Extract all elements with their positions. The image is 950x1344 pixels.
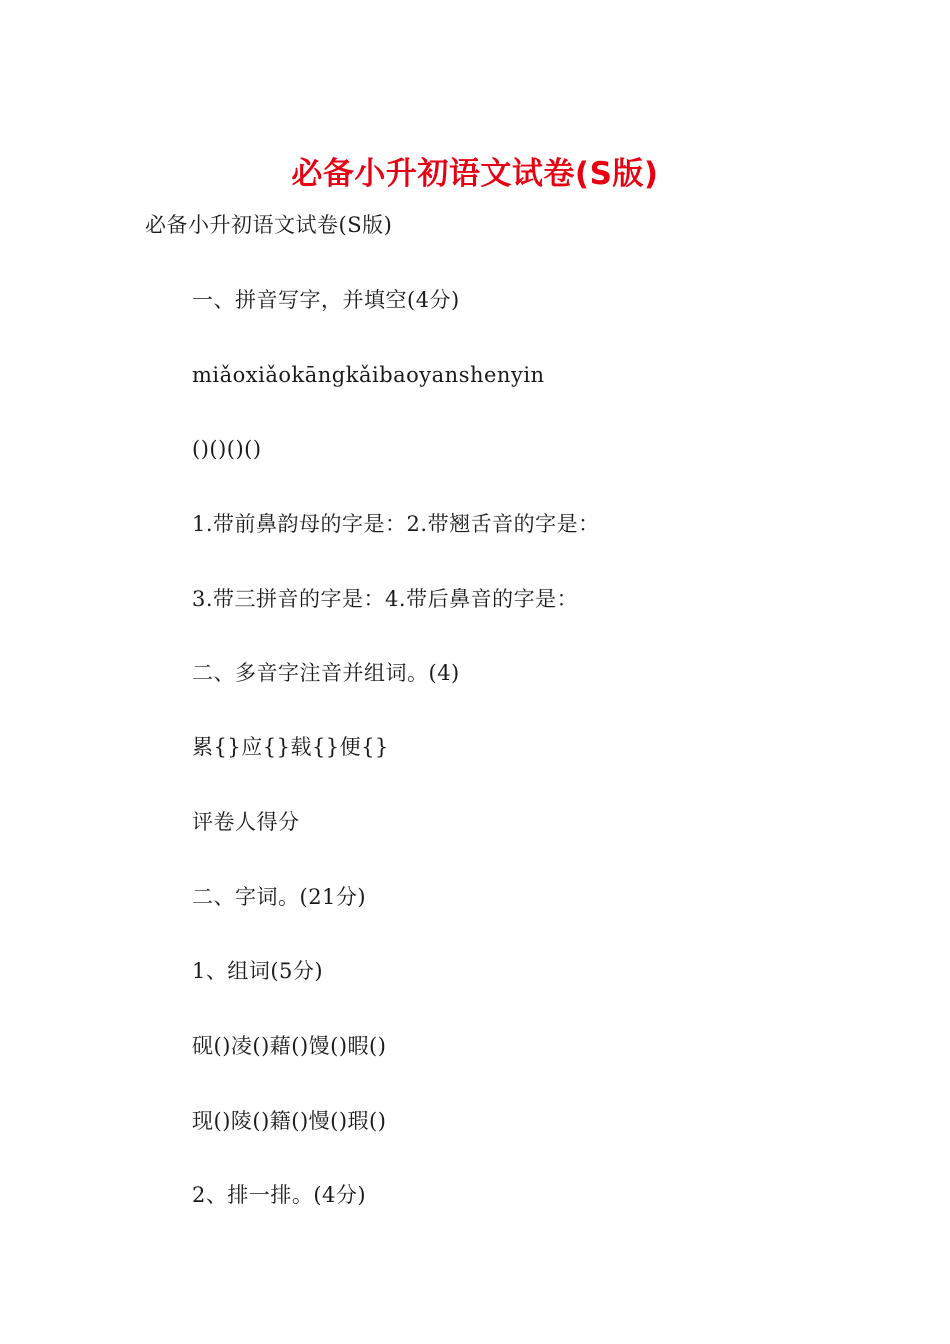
word-group-line: 现()陵()籍()慢()瑕() bbox=[192, 1109, 387, 1133]
question-line: 1.带前鼻韵母的字是：2.带翘舌音的字是： bbox=[192, 512, 600, 536]
document-subtitle: 必备小升初语文试卷(S版) bbox=[145, 213, 393, 237]
blank-brackets-line: ()()()() bbox=[192, 437, 262, 461]
question-line: 3.带三拼音的字是：4.带后鼻音的字是： bbox=[192, 587, 579, 611]
grader-score-line: 评卷人得分 bbox=[192, 810, 300, 834]
section-heading-polyphone: 二、多音字注音并组词。(4) bbox=[192, 661, 460, 685]
polyphone-line: 累{}应{}载{}便{} bbox=[192, 735, 389, 759]
section-heading-words: 二、字词。(21分) bbox=[192, 885, 367, 909]
section-heading-pinyin: 一、拼音写字，并填空(4分) bbox=[192, 288, 460, 312]
subsection-heading: 2、排一排。(4分) bbox=[192, 1183, 367, 1207]
subsection-heading: 1、组词(5分) bbox=[192, 959, 324, 983]
document-title: 必备小升初语文试卷(S版) bbox=[291, 156, 659, 192]
pinyin-line: miǎoxiǎokāngkǎibaoyanshenyin bbox=[192, 363, 545, 387]
word-group-line: 砚()凌()藉()馒()暇() bbox=[192, 1034, 387, 1058]
